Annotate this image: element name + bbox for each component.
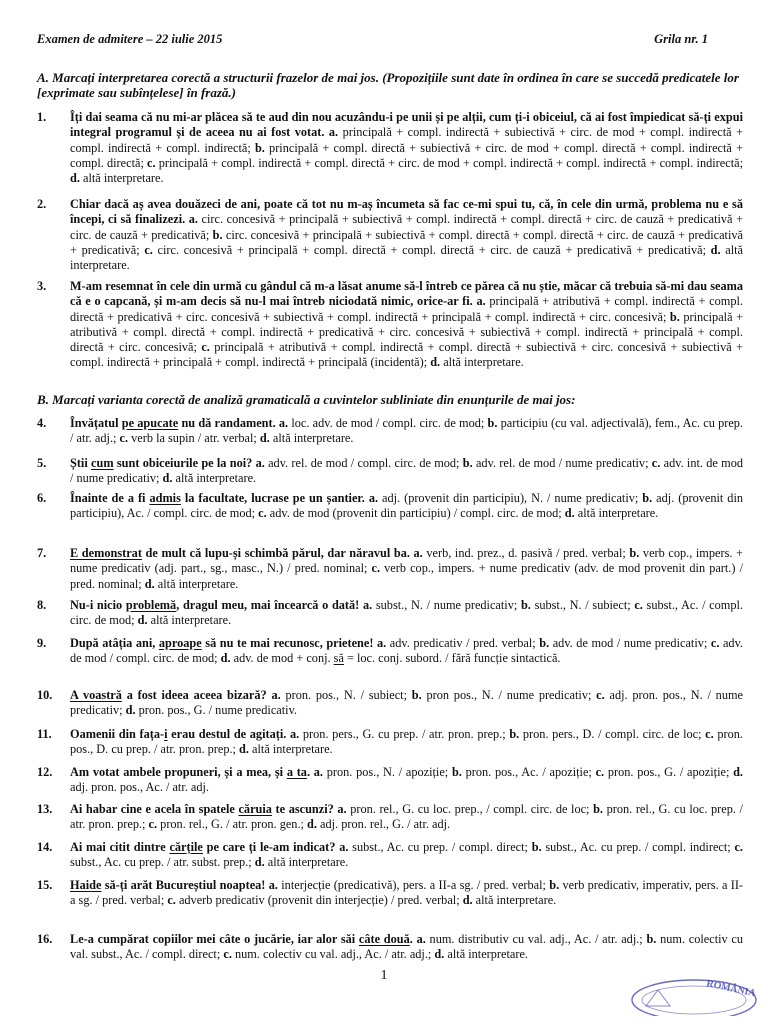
question-number: 9.: [37, 636, 47, 650]
exam-header-grid-number: Grila nr. 1: [654, 32, 708, 46]
question-5: [37, 456, 743, 487]
question-15: [37, 878, 743, 909]
question-4: [37, 416, 743, 447]
question-11: [37, 727, 743, 758]
question-6: [37, 491, 743, 522]
question-12: [37, 765, 743, 796]
question-number: 8.: [37, 598, 47, 612]
question-number: 3.: [37, 279, 47, 293]
question-text: E demonstrat de mult că lupu-și schimbă părul, dar năravul ba. a. verb, ind. prez., d. pasivă / pred. verbal; b. verb cop., impers. + nume predicativ (adj. part., sg., masc., N.) / pred. nominal; c. verb cop., impers. + nume predicativ (adv. de mod provenit din part.) / pred. nominal; d. altă interpretare.: [70, 546, 743, 591]
question-text: Știi cum sunt obiceiurile pe la noi? a. adv. rel. de mod / compl. circ. de mod; b. adv. rel. de mod / nume predicativ; c. adv. int. de mod / nume predicativ; d. altă interpretare.: [70, 456, 743, 486]
question-text: Nu-i nicio problemă, dragul meu, mai încearcă o dată! a. subst., N. / nume predicativ; b. subst., N. / subiect; c. subst., Ac. / compl. circ. de mod; d. altă interpretare.: [70, 598, 743, 628]
question-number: 10.: [37, 688, 53, 702]
question-text: Îți dai seama că nu mi-ar plăcea să te aud din nou acuzându-i pe unii și pe alții, cum ți-i obiceiul, că ai fost împiedicat să-ți expui integral programul și de aceea nu ai fost votat. a. principală + compl. indirectă + subiectivă + circ. de mod + compl. indirectă + compl. indirectă + compl. indirectă; b. principală + compl. directă + subiectivă + circ. de mod + compl. directă + compl. indirectă + compl. directă; c. principală + compl. indirectă + compl. directă + circ. de mod + compl. indirectă + compl. indirectă + compl. indirectă; d. altă interpretare.: [70, 110, 744, 186]
question-text: După atâția ani, aproape să nu te mai recunosc, prietene! a. adv. predicativ / pred. verbal; b. adv. de mod / nume predicativ; c. adv. de mod / compl. circ. de mod; d. adv. de mod + conj. să = loc. conj. subord. / fără funcție sintactică.: [70, 636, 744, 666]
question-text: Ai habar cine e acela în spatele căruia te ascunzi? a. pron. rel., G. cu loc. prep., / compl. circ. de loc; b. pron. rel., G. cu loc. prep. / atr. pron. prep.; c. pron. rel., G. / atr. pron. gen.; d. adj. pron. rel., G. / atr. adj.: [70, 802, 743, 832]
question-13: [37, 802, 743, 833]
question-7: [37, 546, 743, 592]
question-number: 6.: [37, 491, 47, 505]
page-number: 1: [380, 968, 388, 983]
question-10: [37, 688, 743, 719]
question-3: [37, 279, 743, 371]
question-text: A voastră a fost ideea aceea bizară? a. pron. pos., N. / subiect; b. pron pos., N. / nume predicativ; c. adj. pron. pos., N. / nume predicativ; d. pron. pos., G. / nume predicativ.: [70, 688, 743, 718]
question-8: [37, 598, 743, 629]
section-a-instructions: A. Marcați interpretarea corectă a structurii frazelor de mai jos. (Propozițiile sunt date în ordinea în care se succedă predicatele lor [exprimate sau subînțelese] în frază.): [37, 70, 739, 100]
exam-header-title: Examen de admitere – 22 iulie 2015: [37, 32, 223, 46]
stamp-seal: [628, 970, 760, 1016]
question-number: 1.: [37, 110, 47, 124]
question-number: 5.: [37, 456, 47, 470]
question-text: Am votat ambele propuneri, și a mea, și a ta. a. pron. pos., N. / apoziție; b. pron. pos., Ac. / apoziție; c. pron. pos., G. / apoziție; d. adj. pron. pos., Ac. / atr. adj.: [70, 765, 744, 795]
question-2: [37, 197, 743, 273]
question-16: [37, 932, 743, 963]
question-9: [37, 636, 743, 667]
question-text: Învățatul pe apucate nu dă randament. a. loc. adv. de mod / compl. circ. de mod; b. participiu (cu val. adjectivală), fem., Ac. cu prep. / atr. adj.; c. verb la supin / atr. verbal; d. altă interpretare.: [70, 416, 744, 446]
question-text: M-am resemnat în cele din urmă cu gândul că m-a lăsat anume să-l întreb ce părea că nu știe, măcar că trebuia să-mi dau seama că e o capcană, și m-am decis să nu-l mai întreb niciodată nimic, orice-ar fi. a. principală + atributivă + compl. indirectă + compl. directă + predicativă + circ. concesivă + subiectivă + compl. indirectă + principală + compl. indirectă + circ. concesivă; b. principală + atributivă + compl. directă + compl. indirectă + predicativă + circ. concesivă + subiectivă + compl. indirectă + principală + compl. directă + circ. concesivă; c. principală + atributivă + compl. indirectă + compl. directă + subiectivă + circ. concesivă + subiectivă + compl. indirectă + principală + compl. indirectă + principală (incidentă); d. altă interpretare.: [70, 279, 744, 370]
question-1: [37, 110, 743, 186]
section-b-instructions: B. Marcați varianta corectă de analiză gramaticală a cuvintelor subliniate din enunțurile de mai jos:: [37, 392, 576, 407]
question-number: 2.: [37, 197, 47, 211]
question-number: 11.: [37, 727, 52, 741]
question-number: 7.: [37, 546, 47, 560]
question-text: Ai mai citit dintre cărțile pe care ți le-am indicat? a. subst., Ac. cu prep. / compl. direct; b. subst., Ac. cu prep. / compl. indirect; c. subst., Ac. cu prep. / atr. subst. prep.; d. altă interpretare.: [70, 840, 743, 870]
question-text: Înainte de a fi admis la facultate, lucrase pe un șantier. a. adj. (provenit din participiu), N. / nume predicativ; b. adj. (provenit din participiu), Ac. / compl. circ. de mod; c. adv. de mod (provenit din participiu) / compl. circ. de mod; d. altă interpretare.: [70, 491, 744, 521]
question-text: Oamenii din fața-i erau destul de agitați. a. pron. pers., G. cu prep. / atr. pron. prep.; b. pron. pers., D. / compl. circ. de loc; c. pron. pos., D. cu prep. / atr. pron. prep.; d. altă interpretare.: [70, 727, 743, 757]
question-text: Haide să-ți arăt Bucureștiul noaptea! a. interjecție (predicativă), pers. a II-a sg. / pred. verbal; b. verb predicativ, imperativ, pers. a II-a sg. / pred. verbal; c. adverb predicativ (provenit din interjecție) / pred. verbal; d. altă interpretare.: [70, 878, 744, 908]
question-number: 12.: [37, 765, 53, 779]
question-text: Le-a cumpărat copiilor mei câte o jucărie, iar alor săi câte două. a. num. distributiv cu val. adj., Ac. / atr. adj.; b. num. colectiv cu val. subst., Ac. / compl. direct; c. num. colectiv cu val. adj., Ac. / atr. adj.; d. altă interpretare.: [70, 932, 744, 962]
question-number: 16.: [37, 932, 53, 946]
stamp-text: ROMÂNIA: [705, 978, 757, 1000]
question-number: 15.: [37, 878, 53, 892]
question-number: 13.: [37, 802, 53, 816]
question-number: 14.: [37, 840, 53, 854]
question-number: 4.: [37, 416, 47, 430]
question-text: Chiar dacă aș avea douăzeci de ani, poate că tot nu m-aș încumeta să fac ce-mi spui tu, că, în cele din urmă, problema nu e să începi, ci să finalizezi. a. circ. concesivă + principală + subiectivă + compl. indirectă + compl. directă + circ. de cauză + predicativă + circ. de cauză + predicativă; b. circ. concesivă + principală + subiectivă + compl. directă + compl. directă + circ. de cauză + predicativă + predicativă; c. circ. concesivă + principală + compl. directă + compl. directă + circ. de cauză + predicativă + predicativă; d. altă interpretare.: [70, 197, 744, 273]
question-14: [37, 840, 743, 871]
